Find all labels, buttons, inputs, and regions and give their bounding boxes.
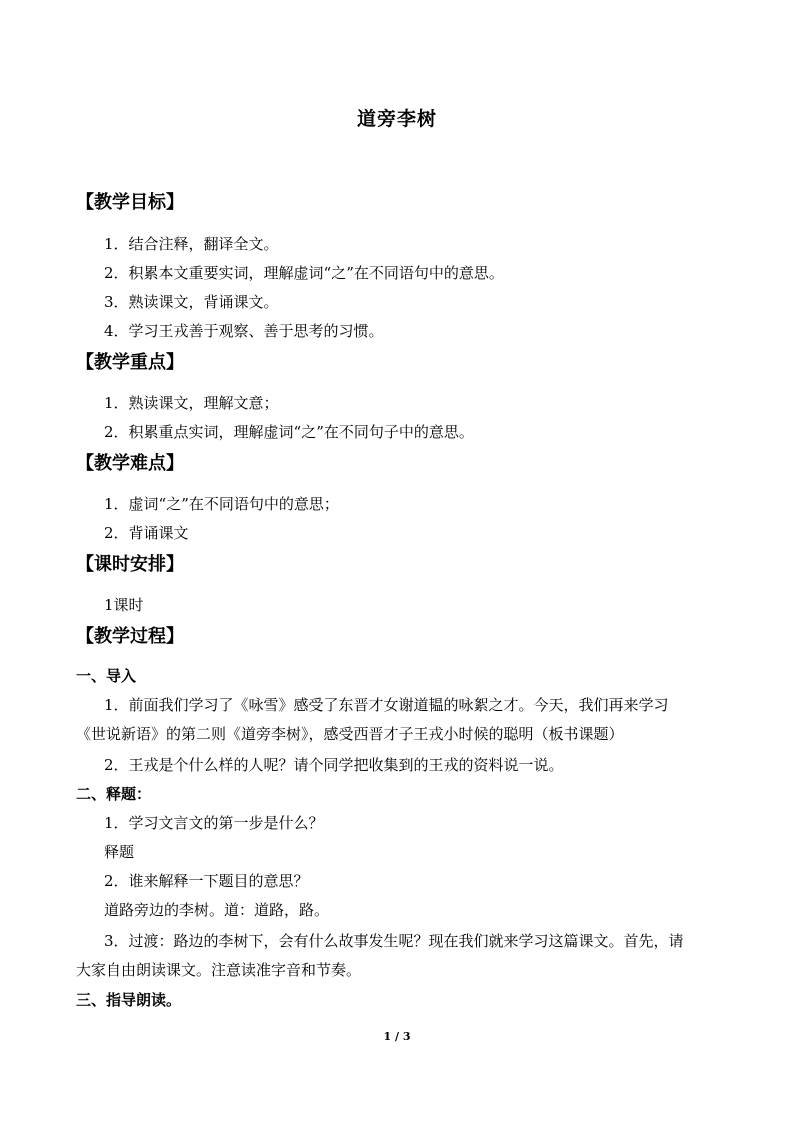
section-heading-schedule: 【课时安排】: [76, 554, 184, 575]
paragraph-line: 道路旁边的李树。道：道路，路。: [104, 901, 330, 919]
paragraph-line: 《世说新语》的第二则《道旁李树》，感受西晋才子王戎小时候的聪明（板书课题）: [76, 725, 624, 743]
key-point-item: 2．积累重点实词，理解虚词“之”在不同句子中的意思。: [104, 423, 474, 441]
process-part-heading: 二、释题：: [76, 785, 152, 803]
paragraph-line: 1．学习文言文的第一步是什么？: [104, 814, 324, 832]
difficulty-item: 2．背诵课文: [104, 524, 189, 542]
paragraph-line: 释题: [104, 843, 135, 861]
section-heading-process: 【教学过程】: [76, 626, 184, 647]
process-part-heading: 一、导入: [76, 667, 137, 685]
objective-item: 4．学习王戎善于观察、善于思考的习惯。: [104, 322, 384, 340]
objective-item: 2．积累本文重要实词，理解虚词“之”在不同语句中的意思。: [104, 264, 504, 282]
paragraph-line: 2．王戎是个什么样的人呢？请个同学把收集到的王戎的资料说一说。: [104, 756, 564, 774]
section-heading-key-points: 【教学重点】: [76, 352, 184, 373]
paragraph-line: 1．前面我们学习了《咏雪》感受了东晋才女谢道韫的咏絮之才。今天，我们再来学习: [104, 696, 669, 714]
schedule-value: 1课时: [104, 596, 144, 614]
difficulty-item: 1．虚词“之”在不同语句中的意思；: [104, 495, 339, 513]
objective-item: 3．熟读课文，背诵课文。: [104, 293, 279, 311]
process-part-heading: 三、指导朗读。: [76, 991, 182, 1009]
paragraph-line: 大家自由朗读课文。注意读准字音和节奏。: [76, 961, 362, 979]
document-title: 道旁李树: [356, 108, 437, 130]
section-heading-difficulties: 【教学难点】: [76, 453, 184, 474]
key-point-item: 1．熟读课文，理解文意；: [104, 394, 279, 412]
paragraph-line: 2．谁来解释一下题目的意思？: [104, 872, 309, 890]
paragraph-line: 3．过渡：路边的李树下，会有什么故事发生呢？现在我们就来学习这篇课文。首先，请: [104, 932, 684, 950]
page-indicator: 1 / 3: [383, 1030, 411, 1043]
objective-item: 1．结合注释，翻译全文。: [104, 235, 279, 253]
section-heading-objectives: 【教学目标】: [76, 192, 184, 213]
